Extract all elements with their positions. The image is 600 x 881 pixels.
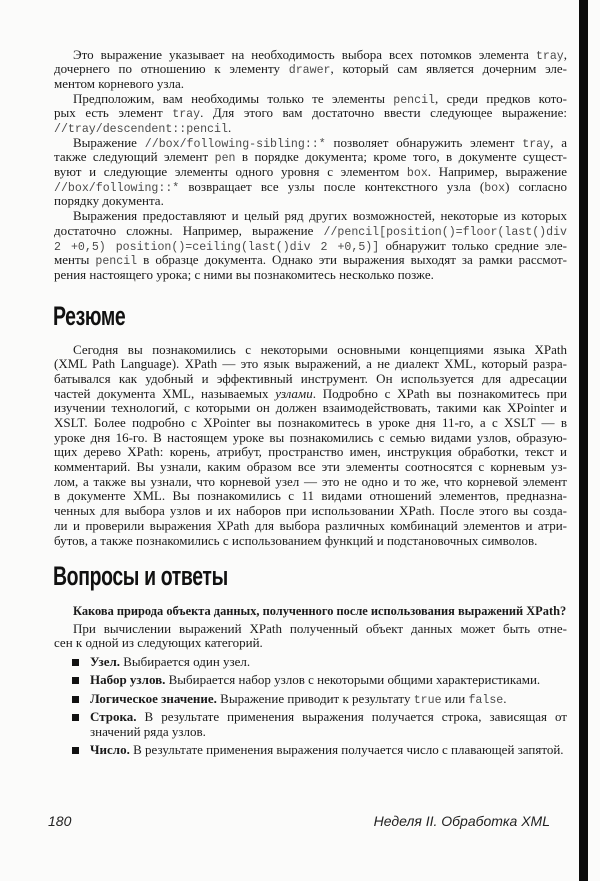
square-bullet-icon [72, 659, 79, 666]
list-item [72, 673, 567, 688]
text-line [54, 268, 567, 283]
bold-term: Строка. [90, 709, 137, 725]
text-run: В результате применения выражения получается строка, зависящая от [136, 709, 567, 725]
text-run: , который сам является дочерним эле- [330, 61, 567, 77]
square-bullet-icon [72, 714, 79, 721]
text-run: в порядке документа; кроме того, в документе сущест- [235, 149, 567, 165]
text-line [54, 77, 567, 92]
text-run: значений ряда узлов. [90, 723, 206, 739]
text-line [54, 209, 567, 224]
text-run: . Например, выражение [427, 164, 567, 180]
list-item [72, 655, 567, 670]
code-fragment: //box/following-sibling::* [144, 137, 326, 151]
intro-text [54, 48, 567, 283]
square-bullet-icon [72, 677, 79, 684]
text-line [90, 710, 567, 725]
text-run: ) согласно [505, 178, 567, 194]
text-line [54, 136, 567, 151]
bold-term: Набор узлов. [90, 672, 166, 688]
text-run: Сегодня вы познакомились с некоторыми основными концепциями языка XPath [73, 341, 567, 357]
text-run: изучении технологий, с которыми он должен взаимодействовать, такими как XPointer и [54, 400, 567, 416]
text-line [54, 622, 567, 637]
text-line [54, 604, 567, 619]
text-line [54, 253, 567, 268]
text-line [54, 194, 567, 209]
text-line [54, 460, 567, 475]
summary-heading: Резюме [53, 301, 126, 331]
text-line [54, 121, 567, 136]
text-run: лом, а также вы узнали, что корневой узел — это не одно и то же, что корневой элемент [54, 473, 567, 489]
text-line [54, 475, 567, 490]
text-run: дочернего по отношению к элементу [54, 61, 289, 77]
square-bullet-icon [72, 747, 79, 754]
text-run: Выбирается один узел. [120, 653, 251, 669]
text-run: рых есть элемент [54, 105, 173, 121]
code-fragment: //box/following::* [54, 181, 180, 195]
text-run: комментарий. Вы узнали, каким образом все эти элементы соотносятся с корневым уз- [54, 459, 567, 475]
running-title: Неделя II. Обработка XML [373, 813, 550, 829]
text-line [54, 180, 567, 195]
text-line [54, 401, 567, 416]
text-line [54, 239, 567, 254]
page-number: 180 [48, 813, 72, 829]
text-run: При вычислении выражений XPath полученный объект данных может быть отне- [73, 620, 567, 636]
text-run: уроке дня 16-го. В настоящем уроке вы познакомились с семью видами узлов, образую- [54, 429, 567, 445]
bold-term: Узел. [90, 653, 121, 669]
text-line [54, 636, 567, 651]
code-fragment: tray [522, 137, 551, 151]
code-fragment: box [484, 181, 506, 195]
text-line [90, 673, 567, 688]
text-run: или [441, 690, 469, 706]
text-line [54, 62, 567, 77]
scan-edge-shadow [579, 0, 588, 881]
text-run: щих дерево XPath: корень, атрибут, пространство имен, инструкция обработки, текст и [54, 444, 567, 460]
text-run: . [227, 120, 232, 136]
text-line [54, 372, 567, 387]
text-run: возвращает все узлы после контекстного узла ( [179, 178, 485, 194]
text-run: , среди предков кото- [435, 90, 567, 106]
text-line [54, 92, 567, 107]
text-run: частей документа XML, называемых [54, 385, 276, 401]
text-run: рения настоящего урока; с ними вы познакомитесь несколько позже. [54, 266, 434, 282]
qa-answer [54, 622, 567, 651]
bold-term: Логическое значение. [90, 690, 217, 706]
text-run: Выражения предоставляют и целый ряд других возможностей, некоторые из которых [73, 208, 567, 224]
code-fragment: false [468, 693, 504, 707]
text-run: менты [54, 252, 96, 268]
text-run: батывался как удобный и эффективный инструмент. Он используется для адресации [54, 370, 567, 386]
text-line [54, 534, 567, 549]
qa-heading: Вопросы и ответы [53, 561, 228, 591]
text-run: ментом корневого узла. [54, 75, 185, 91]
text-run: обнаружит только средние эле- [379, 237, 567, 253]
text-run: Предположим, вам необходимы только те элементы [73, 90, 394, 106]
text-line [90, 743, 567, 758]
code-fragment: pencil [95, 255, 138, 269]
text-line [54, 445, 567, 460]
summary-text [54, 343, 567, 549]
category-list [72, 655, 567, 762]
list-item [72, 743, 567, 758]
text-run: в образце документа. Однако эти выражения выходят за рамки рассмот- [137, 252, 567, 268]
text-run: вуют и следующие элементы одного уровня с элементом [54, 164, 407, 180]
bold-term: Число. [90, 742, 130, 758]
text-run: сен к одной из следующих категорий. [54, 635, 263, 651]
text-run: Это выражение указывает на необходимость выбора всех потомков элемента [73, 46, 536, 62]
text-run: XSLT. Более подробно с XPointer вы познакомитесь в уроке дня 11-го, а с XSLT — в [54, 415, 567, 431]
text-line [54, 387, 567, 402]
text-run: . Подробно с XPath вы познакомитесь при [312, 385, 568, 401]
code-fragment: drawer [288, 64, 331, 78]
text-line [90, 655, 567, 670]
text-run: ли и проверили выражения XPath для выбора различных комбинаций элементов и атри- [54, 517, 567, 533]
code-fragment: pencil [393, 93, 436, 107]
text-run: позволяет обнаружить элемент [325, 134, 523, 150]
text-line [54, 416, 567, 431]
text-run: бутов, а также познакомились с использованием функций и подстановочных символов. [54, 532, 538, 548]
text-line [54, 165, 567, 180]
code-fragment: //tray/descendent::pencil [54, 123, 228, 137]
list-item [72, 710, 567, 739]
text-run: Выражение приводит к результату [216, 690, 414, 706]
qa-question [54, 604, 567, 619]
text-line [54, 48, 567, 63]
code-fragment: box [406, 167, 428, 181]
square-bullet-icon [72, 696, 79, 703]
text-line [54, 150, 567, 165]
text-line [54, 343, 567, 358]
text-line [54, 431, 567, 446]
code-fragment: 2 +0,5) position()=ceiling(last()div 2 +0,5)] [54, 240, 380, 254]
list-item [72, 692, 567, 707]
text-line [54, 106, 567, 121]
text-run: в документе XML. Вы познакомились с 11 видами отношений элементов, предназна- [54, 488, 567, 504]
text-line [54, 224, 567, 239]
text-line [54, 357, 567, 372]
text-run: . Для этого вам достаточно ввести следующее выражение: [200, 105, 567, 121]
code-fragment: pen [214, 152, 236, 166]
emphasis: узлами [275, 385, 313, 401]
text-run: (XML Path Language). XPath — это язык выражений, а не диалект XML, который разра- [54, 356, 567, 372]
text-line [90, 692, 567, 707]
text-run: В результате применения выражения получается число с плавающей запятой. [129, 742, 564, 758]
text-run: ченных для выбора узлов и их наборов при использовании XPath. После этого вы созда- [54, 503, 567, 519]
code-fragment: true [413, 693, 442, 707]
text-run: также следующий элемент [54, 149, 215, 165]
text-run: достаточно сложны. Например, выражение [54, 222, 324, 238]
text-run: порядку документа. [54, 193, 164, 209]
bold-term: Какова природа объекта данных, полученного после использования выражений XPath? [73, 603, 567, 618]
text-line [54, 489, 567, 504]
code-fragment: tray [172, 108, 201, 122]
text-run: , а [550, 134, 567, 150]
text-run: Выражение [73, 134, 145, 150]
text-run: Выбирается набор узлов с некоторыми общими характеристиками. [165, 672, 541, 688]
text-line [54, 504, 567, 519]
text-line [90, 725, 567, 740]
text-run: , [563, 46, 567, 62]
code-fragment: //pencil[position()=floor(last()div [323, 225, 567, 239]
text-line [54, 519, 567, 534]
text-run: . [503, 690, 507, 706]
code-fragment: tray [535, 49, 564, 63]
